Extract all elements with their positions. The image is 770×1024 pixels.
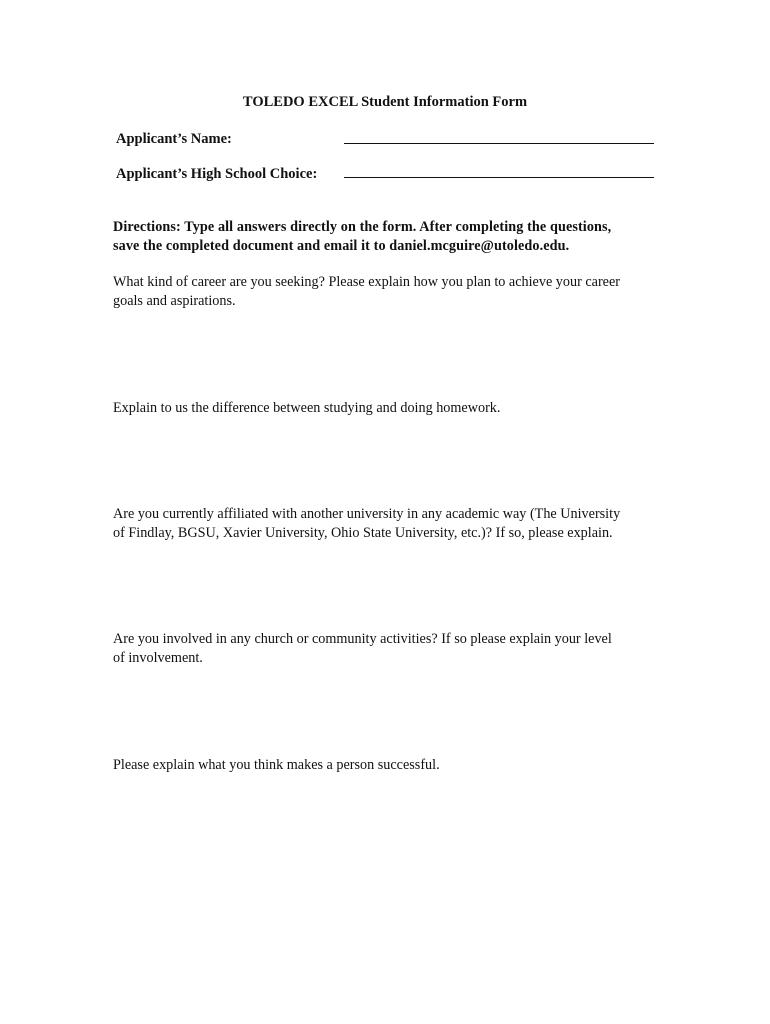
question-line-2: of involvement. — [113, 650, 203, 666]
form-title: TOLEDO EXCEL Student Information Form — [242, 94, 528, 110]
question-studying-homework — [113, 399, 673, 418]
question-line-1: What kind of career are you seeking? Please explain how you plan to achieve your career — [113, 274, 620, 290]
question-line-2: goals and aspirations. — [113, 293, 236, 309]
question-community-activities — [113, 630, 673, 668]
applicant-name-label: Applicant’s Name: — [116, 131, 232, 147]
question-line-1: Please explain what you think makes a person successful. — [113, 757, 440, 773]
question-line-1: Explain to us the difference between studying and doing homework. — [113, 400, 501, 416]
high-school-choice-label: Applicant’s High School Choice: — [116, 166, 318, 182]
question-line-1: Are you currently affiliated with another university in any academic way (The University — [113, 506, 621, 522]
question-career — [113, 273, 673, 311]
question-university-affiliation — [113, 505, 673, 543]
applicant-name-line[interactable] — [344, 143, 654, 144]
high-school-choice-line[interactable] — [344, 177, 654, 178]
question-line-1: Are you involved in any church or community activities? If so please explain your level — [113, 631, 612, 647]
question-line-2: of Findlay, BGSU, Xavier University, Ohio State University, etc.)? If so, please explain. — [113, 525, 613, 541]
question-success — [113, 756, 673, 775]
directions-line-2: save the completed document and email it to daniel.mcguire@utoledo.edu. — [113, 238, 570, 254]
directions-line-1: Directions: Type all answers directly on the form. After completing the questions, — [113, 219, 612, 235]
directions-text — [113, 218, 673, 256]
